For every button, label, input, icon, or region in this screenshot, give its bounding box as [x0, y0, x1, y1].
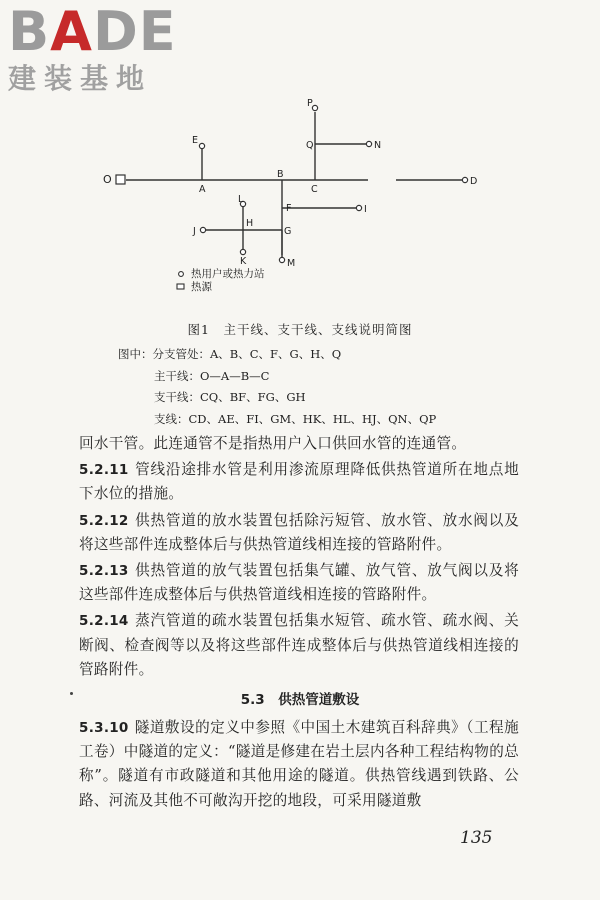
clause-text: 供热管道的放气装置包括集气罐、放气管、放气阀以及将这些部件连成整体后与供热管道线相连接的管路附件。 [79, 562, 519, 604]
note-branch-lines: 支线：CD、AE、FI、GM、HK、HL、HJ、QN、QP [154, 411, 437, 426]
clause-text: 蒸汽管道的疏水装置包括集水短管、疏水管、疏水阀、关断阀、检查阀等以及将这些部件连成整体后与供热管道线相连接的管路附件。 [79, 612, 519, 678]
clause-5-2-11 [79, 458, 519, 506]
heat-user-d-icon [462, 177, 467, 182]
clause-number: 5.2.14 [79, 613, 129, 630]
heat-user-i-icon [356, 205, 361, 210]
note-sub-main-line: 支干线：CQ、BF、FG、GH [154, 390, 306, 404]
clause-5-2-12 [79, 509, 519, 557]
node-label-a: A [199, 184, 206, 195]
logo-subtitle: 建装基地 [8, 62, 153, 95]
node-label-n: N [374, 140, 382, 151]
legend-heat-source: 热源 [191, 281, 212, 293]
logo-letters-de: DE [92, 0, 177, 63]
pipe-network-diagram [0, 0, 600, 320]
node-label-p: P [307, 98, 313, 109]
node-label-q: Q [306, 140, 314, 151]
clause-number: 5.3.10 [79, 720, 129, 736]
logo-letter-a: A [50, 0, 93, 63]
node-label-d: D [470, 176, 478, 187]
body-section-5-2 [79, 432, 519, 684]
heat-user-e-icon [199, 143, 204, 148]
node-label-j: J [193, 226, 196, 237]
heat-source-o-icon [116, 175, 125, 184]
clause-text: 管线沿途排水管是利用渗流原理降低供热管道所在地点地下水位的措施。 [79, 461, 519, 503]
heat-user-k-icon [240, 249, 245, 254]
node-label-m: M [287, 258, 296, 269]
node-label-g: G [284, 226, 292, 237]
figure-caption: 图1 主干线、支干线、支线说明简图 [187, 322, 413, 337]
page-number: 135 [460, 828, 493, 848]
node-label-b: B [277, 169, 284, 180]
node-label-c: C [311, 184, 318, 195]
heat-user-p-icon [312, 105, 317, 110]
section-heading-5-3: 5.3 供热管道敷设 [240, 692, 360, 708]
node-label-l: L [238, 194, 244, 205]
clause-text: 隧道敷设的定义中参照《中国土木建筑百科辞典》（工程施工卷）中隧道的定义：“隧道是修建在岩土层内各种工程结构物的总称”。隧道有市政隧道和其他用途的隧道。供热管线遇到铁路、公路、河流及其他不可敞沟开挖的地段，可采用隧道敷 [79, 719, 519, 809]
legend-heat-user: 热用户或热力站 [191, 268, 265, 280]
paragraph-continuation: 回水干管。此连通管不是指热用户入口供回水管的连通管。 [79, 435, 467, 452]
node-label-i: I [364, 204, 367, 215]
note-main-line: 主干线：O—A—B—C [154, 368, 270, 383]
clause-5-2-14 [79, 609, 519, 682]
clause-number: 5.2.11 [79, 462, 129, 479]
clause-5-2-13 [79, 559, 519, 607]
node-label-o: O [103, 173, 112, 186]
clause-number: 5.2.12 [79, 512, 129, 529]
clause-text: 供热管道的放水装置包括除污短管、放水管、放水阀以及将这些部件连成整体后与供热管道线相连接的管路附件。 [79, 511, 519, 553]
clause-number: 5.2.13 [79, 563, 129, 580]
heat-user-j-icon [200, 227, 205, 232]
node-label-h: H [246, 218, 254, 229]
node-label-f: F [286, 203, 292, 214]
node-label-e: E [192, 135, 199, 146]
clause-5-3-10 [79, 716, 519, 813]
legend-square-icon [177, 284, 184, 289]
node-label-k: K [240, 256, 247, 267]
legend-circle-icon [179, 272, 184, 277]
note-branch-points: 图中：分支管处：A、B、C、F、G、H、Q [118, 347, 342, 361]
logo-letter-b: B [8, 0, 51, 63]
figure-notes [118, 344, 436, 430]
heat-user-m-icon [279, 257, 284, 262]
heat-user-n-icon [366, 141, 371, 146]
